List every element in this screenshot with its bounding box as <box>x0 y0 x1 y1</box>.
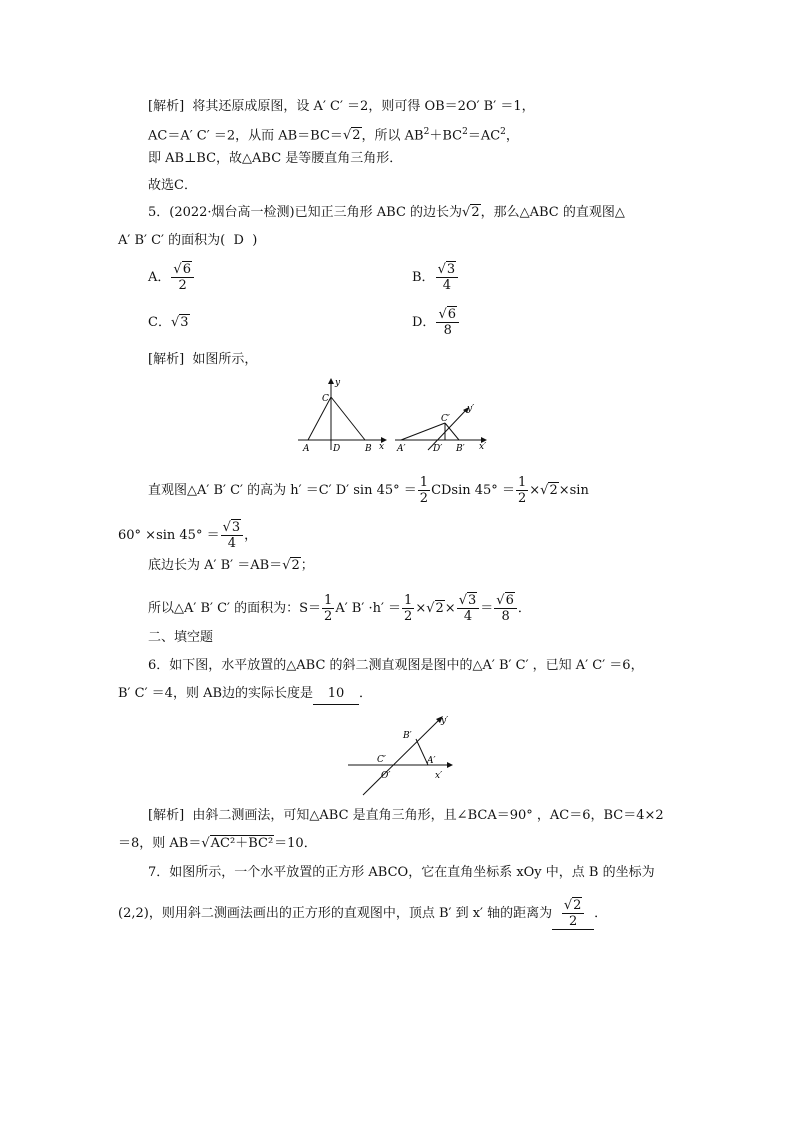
q5-option-d: D． $\frac{√6}{8}$ <box>412 307 460 338</box>
q6-analysis-line1: [解析] 由斜二测画法，可知△ABC 是直角三角形，且∠BCA＝90° ，AC＝6，BC＝4×2 <box>148 808 664 823</box>
q5-area-line: 所以△A′ B′ C′ 的面积为：S＝ $\frac{1}{2}$ A′ B′ ·h′ ＝ $\frac{1}{2}$ ×√2× $\frac{√3}{4}$ ＝ $\frac{√6}{8}$ ． <box>148 593 531 624</box>
q4-analysis-line1: [解析] 将其还原成原图，设 A′ C′ ＝2，则可得 OB＝2O′ B′ ＝1， <box>148 99 535 114</box>
q6-answer-blank: 10 <box>313 684 359 705</box>
svg-text:B′: B′ <box>456 444 465 454</box>
svg-text:B′: B′ <box>403 731 412 741</box>
svg-text:A: A <box>303 444 310 454</box>
q5-height-line2: 60° ×sin 45° ＝ $\frac{√3}{4}$ ， <box>118 520 258 551</box>
q7-stem-line1: 7．如图所示，一个水平放置的正方形 ABCO，它在直角坐标系 xOy 中，点 B 的坐标为 <box>148 865 655 880</box>
svg-text:O′: O′ <box>381 771 391 781</box>
q5-stem-line1: 5．(2022·烟台高一检测)已知正三角形 ABC 的边长为√2，那么△ABC 的直观图△ <box>148 205 625 220</box>
svg-text:D′: D′ <box>433 444 443 454</box>
svg-text:x′: x′ <box>435 771 443 781</box>
svg-text:A′: A′ <box>427 756 436 766</box>
section-heading: 二、填空题 <box>148 630 214 645</box>
intuitive-triangle-figure <box>395 404 487 454</box>
q4-conclusion: 故选C． <box>148 178 197 193</box>
q4-analysis-line3: 即 AB⊥BC，故△ABC 是等腰直角三角形． <box>148 151 403 166</box>
svg-text:y′: y′ <box>441 716 449 726</box>
q5-analysis-intro: [解析] 如图所示， <box>148 352 258 367</box>
q6-figure <box>343 710 463 800</box>
q5-base-line: 底边长为 A′ B′ ＝AB＝√2； <box>148 558 314 573</box>
q6-stem-line2: B′ C′ ＝4，则 AB边的实际长度是 10 ． <box>118 684 372 705</box>
svg-text:C′: C′ <box>377 755 386 765</box>
q5-option-a: A． $\frac{√6}{2}$ <box>148 262 195 293</box>
q7-answer-blank: $\frac{√2}{2}$ <box>552 898 594 930</box>
q6-stem-line1: 6．如下图，水平放置的△ABC 的斜二测直观图是图中的△A′ B′ C′ ，已知 A′ C′ ＝6， <box>148 658 644 673</box>
q5-figures <box>293 375 493 455</box>
q7-stem-line2: (2,2)，则用斜二测画法画出的正方形的直观图中，顶点 B′ 到 x′ 轴的距离为 $\frac{√2}{2}$ ． <box>118 898 608 929</box>
q5-option-b: B． $\frac{√3}{4}$ <box>412 262 459 293</box>
q5-option-c: C．√3 <box>148 315 189 330</box>
svg-text:C′: C′ <box>441 414 450 424</box>
svg-text:y: y <box>335 378 341 388</box>
svg-text:D: D <box>333 444 341 454</box>
q5-stem-line2: A′ B′ C′ 的面积为( D ) <box>118 233 258 248</box>
svg-text:y′: y′ <box>467 404 475 414</box>
q5-answer: D <box>233 233 244 248</box>
svg-text:B: B <box>365 444 372 454</box>
sqrt-2: √2 <box>342 128 361 144</box>
original-triangle-figure <box>298 378 387 454</box>
svg-text:x: x <box>379 442 385 452</box>
analysis-tag: [解析] <box>148 99 185 114</box>
svg-text:C: C <box>322 394 329 404</box>
svg-text:x′: x′ <box>479 442 487 452</box>
q5-height-line1: 直观图△A′ B′ C′ 的高为 h′ ＝C′ D′ sin 45° ＝ $\frac{1}{2}$ CDsin 45° ＝ $\frac{1}{2}$ ×√2×sin <box>148 475 589 506</box>
q4-analysis-line2: AC＝A′ C′ ＝2，从而 AB＝BC＝√2，所以 $AB^2+BC^2=AC^2$， <box>148 122 519 146</box>
q6-analysis-line2: ＝8，则 AB＝√AC²＋BC²＝10． <box>118 836 317 851</box>
svg-text:A′: A′ <box>397 444 406 454</box>
